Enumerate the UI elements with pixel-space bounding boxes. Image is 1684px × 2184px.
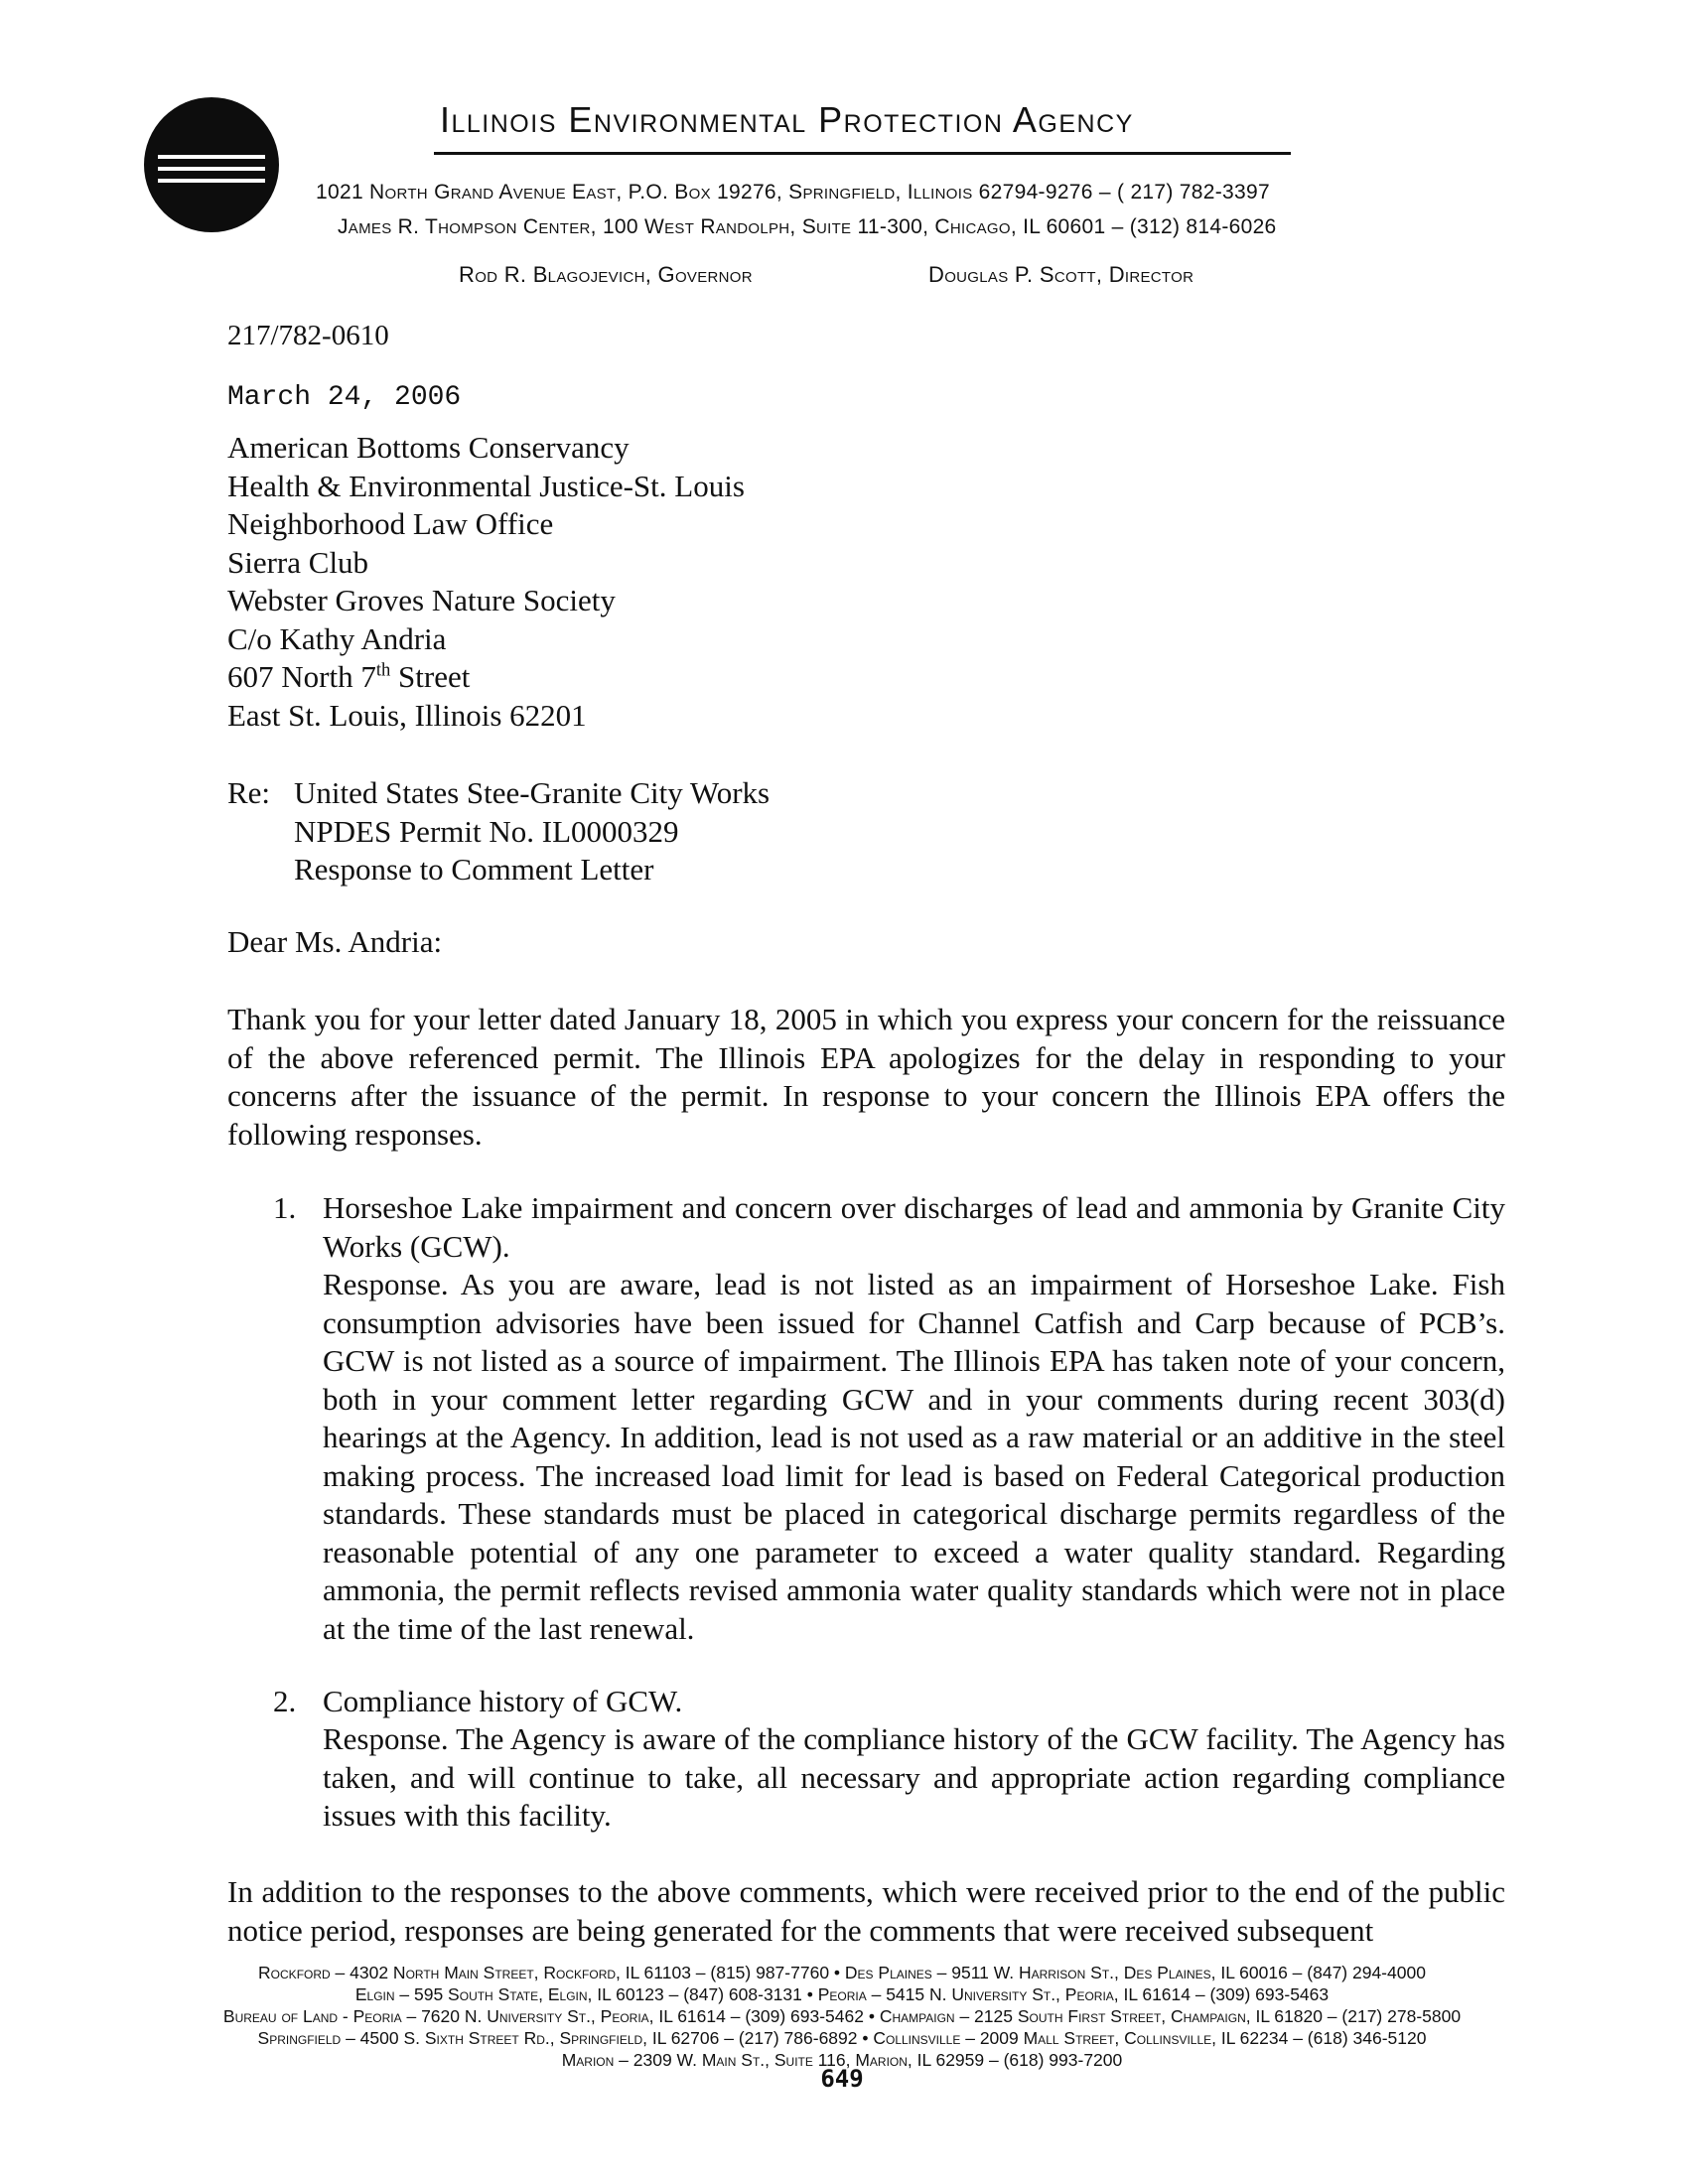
re-label: Re: bbox=[227, 775, 271, 810]
recipient-line: Sierra Club bbox=[227, 544, 369, 580]
item-response: Response. As you are aware, lead is not listed as an impairment of Horseshoe Lake. Fish consumption advisories have been issued for Channel Catfish and Carp because of PCB’s. GCW is not listed as a source of impairment. The Illinois EPA has taken note of your concern, both in your comment letter regarding GCW and in your comments during recent 303(d) hearings at the Agency. In addition, lead is not used as a raw material or an additive in the steel making process. The increased load limit for lead is based on Federal Categorical production standards. These standards must be placed in categorical discharge permits regardless of the reasonable potential of any one parameter to exceed a water quality standard. Regarding ammonia, the permit reflects revised ammonia water quality standards which were not in place at the time of the last renewal. bbox=[323, 1267, 1505, 1646]
item-title: Horseshoe Lake impairment and concern over discharges of lead and ammonia by Granite City Works (GCW). bbox=[323, 1190, 1505, 1264]
item-response: Response. The Agency is aware of the compliance history of the GCW facility. The Agency has taken, and will continue to take, all necessary and appropriate action regarding compliance issues with this facility. bbox=[323, 1721, 1505, 1833]
street-address: 607 North 7th Street bbox=[227, 659, 471, 694]
intro-paragraph: Thank you for your letter dated January 18, 2005 in which you express your concern for the reissuance of the above referenced permit. The Illinois EPA apologizes for the delay in responding to your concerns after the issuance of the permit. In response to your concern the Illinois EPA offers the following responses. bbox=[227, 1002, 1505, 1152]
subject-block bbox=[294, 774, 770, 889]
chicago-address: James R. Thompson Center, 100 West Randolph, Suite 11-300, Chicago, IL 60601 – (312) 814-6026 bbox=[338, 215, 1277, 238]
regional-offices-footer bbox=[0, 1962, 1684, 2071]
agency-title: Illinois Environmental Protection Agency bbox=[440, 99, 1134, 140]
agency-logo bbox=[144, 97, 279, 232]
recipient-line: Webster Groves Nature Society bbox=[227, 583, 616, 617]
page-number: 649 bbox=[820, 2065, 864, 2093]
recipient-line: American Bottoms Conservancy bbox=[227, 430, 630, 465]
subject-line: United States Stee-Granite City Works bbox=[294, 775, 771, 810]
subject-line: NPDES Permit No. IL0000329 bbox=[294, 813, 679, 849]
item-number: 1. bbox=[273, 1190, 297, 1225]
recipient-line: Neighborhood Law Office bbox=[227, 506, 554, 541]
recipient-address-block bbox=[227, 429, 745, 735]
footer-line: Elgin – 595 South State, Elgin, IL 60123 – (847) 608-3131 • Peoria – 5415 N. University St., Peoria, IL 61614 – (309) 693-5463 bbox=[354, 1984, 1330, 2004]
item-number: 2. bbox=[273, 1684, 297, 1718]
recipient-line: C/o Kathy Andria bbox=[227, 620, 447, 656]
director-name: Douglas P. Scott, Director bbox=[928, 262, 1194, 287]
recipient-line: Health & Environmental Justice-St. Louis bbox=[227, 468, 745, 503]
footer-line: Bureau of Land - Peoria – 7620 N. University St., Peoria, IL 61614 – (309) 693-5462 • Champaign – 2125 South First Street, Champaign, IL 61820 – (217) 278-5800 bbox=[222, 2006, 1462, 2026]
closing-paragraph: In addition to the responses to the above comments, which were received prior to the end of the public notice period, responses are being generated for the comments that were received subsequent bbox=[227, 1874, 1505, 1948]
footer-line: Springfield – 4500 S. Sixth Street Rd., Springfield, IL 62706 – (217) 786-6892 • Collinsville – 2009 Mall Street, Collinsville, IL 62234 – (618) 346-5120 bbox=[257, 2028, 1427, 2048]
footer-line: Rockford – 4302 North Main Street, Rockford, IL 61103 – (815) 987-7760 • Des Plaines – 9511 W. Harrison St., Des Plaines, IL 60016 – (847) 294-4000 bbox=[258, 1963, 1426, 1982]
title-divider bbox=[434, 152, 1291, 155]
subject-line: Response to Comment Letter bbox=[294, 852, 654, 887]
letter-date: March 24, 2006 bbox=[227, 382, 462, 413]
city-line: East St. Louis, Illinois 62201 bbox=[227, 697, 587, 733]
salutation: Dear Ms. Andria: bbox=[227, 924, 443, 959]
item-title: Compliance history of GCW. bbox=[323, 1684, 683, 1718]
springfield-address: 1021 North Grand Avenue East, P.O. Box 19276, Springfield, Illinois 62794-9276 – ( 217) 782-3397 bbox=[316, 181, 1270, 204]
phone-reference: 217/782-0610 bbox=[227, 320, 389, 351]
footer-line: Marion – 2309 W. Main St., Suite 116, Marion, IL 62959 – (618) 993-7200 bbox=[561, 2050, 1123, 2070]
governor-name: Rod R. Blagojevich, Governor bbox=[459, 262, 753, 287]
